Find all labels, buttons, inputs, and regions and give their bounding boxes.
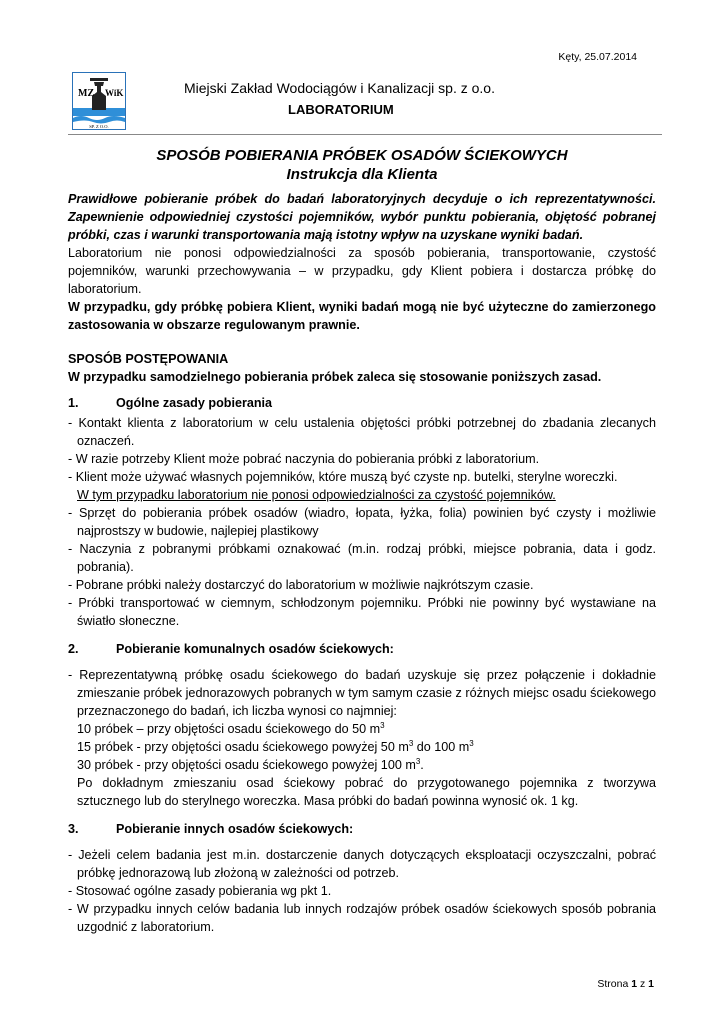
list-item: - Pobrane próbki należy dostarczyć do laboratorium w możliwie najkrótszym czasie. (68, 578, 534, 592)
department-name: LABORATORIUM (288, 102, 394, 117)
list-item: - Sprzęt do pobierania próbek osadów (wiadro, łopata, łyżka, folia) powinien być czysty i możliwie najprostszy w budowie, najlepiej plastikowy (68, 506, 656, 538)
section1-title: Ogólne zasady pobierania (116, 396, 273, 410)
organization-name: Miejski Zakład Wodociągów i Kanalizacji sp. z o.o. (184, 80, 495, 96)
document-date: Kęty, 25.07.2014 (558, 51, 637, 63)
intro-paragraph-2: Laboratorium nie ponosi odpowiedzialności za sposób pobierania, transportowanie, czystość pojemników, warunki przechowywania – w przypadku, gdy Klient pobiera i dostarcza próbkę do laboratorium. (68, 246, 656, 296)
list-item: - Próbki transportować w ciemnym, schłodzonym pojemniku. Próbki nie powinny być wystawiane na światło słoneczne. (68, 596, 656, 628)
section1-heading (68, 394, 656, 412)
document-body (68, 190, 656, 936)
list-item: - Stosować ogólne zasady pobierania wg pkt 1. (68, 884, 332, 898)
procedure-heading: SPOSÓB POSTĘPOWANIA (68, 352, 229, 366)
procedure-lead: W przypadku samodzielnego pobierania próbek zaleca się stosowanie poniższych zasad. (68, 370, 602, 384)
logo-text-left: MZ (78, 88, 95, 99)
section3-title: Pobieranie innych osadów ściekowych: (116, 822, 354, 836)
page-of-label: z (639, 978, 646, 990)
list-item: - Klient może używać własnych pojemników, które muszą być czyste np. butelki, sterylne woreczki. (68, 470, 618, 484)
page-label: Strona (597, 978, 629, 990)
list-item: - Kontakt klienta z laboratorium w celu ustalenia objętości próbki potrzebnej do zbadania zlecanych oznaczeń. (68, 416, 656, 448)
logo-text-right: WiK (105, 88, 124, 98)
volume-line-3: 30 próbek - przy objętości osadu ściekowego powyżej 100 $m^3$. (77, 756, 424, 772)
title-line2: Instrukcja dla Klienta (286, 166, 438, 183)
list-item: - Reprezentatywną próbkę osadu ściekowego do badań uzyskuje się przez połączenie i dokładnie zmieszanie próbek jednorazowych pobranych w tym samym czasie z różnych miejsc osadu ściekowego przeznaczonego do badań, ich liczba wynosi co najmniej: (68, 668, 656, 718)
list-item: - W razie potrzeby Klient może pobrać naczynia do pobierania próbki z laboratorium. (68, 452, 540, 466)
page-total: 1 (648, 978, 654, 990)
title-line1: SPOSÓB POBIERANIA PRÓBEK OSADÓW ŚCIEKOWYCH (156, 147, 568, 164)
header-divider (68, 134, 662, 135)
section2-number: 2. (68, 642, 79, 656)
page-number: 1 (631, 978, 638, 990)
underlined-note: W tym przypadku laboratorium nie ponosi odpowiedzialności za czystość pojemników. (77, 488, 556, 502)
volume-line-1: 10 próbek – przy objętości osadu ściekowego do 50 $m^3$ (77, 720, 385, 736)
section1-number: 1. (68, 396, 79, 410)
section3-number: 3. (68, 822, 79, 836)
list-item: - Naczynia z pobranymi próbkami oznakować (m.in. rodzaj próbki, miejsce pobrania, data i godz. pobrania). (68, 542, 656, 574)
page-footer (597, 978, 654, 990)
section2-title: Pobieranie komunalnych osadów ściekowych: (116, 642, 394, 656)
intro-paragraph-3: W przypadku, gdy próbkę pobiera Klient, wyniki badań mogą nie być użyteczne do zamierzonego zastosowania w obszarze regulowanym prawnie. (68, 300, 656, 332)
mzwik-logo (72, 72, 126, 130)
logo-subtext: SP. Z O.O. (89, 124, 109, 129)
list-item: - Jeżeli celem badania jest m.in. dostarczenie danych dotyczących eksploatacji oczyszczalni, pobrać próbkę jednorazową lub złożoną w zależności od potrzeb. (68, 848, 656, 880)
volume-line-2: 15 próbek - przy objętości osadu ściekowego powyżej 50 $m^3$ do 100 $m^3$ (77, 738, 474, 754)
section3-heading (68, 820, 656, 838)
document-title (0, 146, 724, 184)
intro-paragraph-1: Prawidłowe pobieranie próbek do badań laboratoryjnych decyduje o ich reprezentatywności. Zapewnienie odpowiedniej czystości pojemników, wybór punktu pobierania, objętość pobranej próbki, czas i warunki transportowania mają istotny wpływ na uzyskane wyniki badań. (68, 192, 656, 242)
list-item: - W przypadku innych celów badania lub innych rodzajów próbek osadów ściekowych sposób pobrania uzgodnić z laboratorium. (68, 902, 656, 934)
section2-closing: Po dokładnym zmieszaniu osad ściekowy pobrać do przygotowanego pojemnika z tworzywa sztucznego lub do sterylnego woreczka. Masa próbki do badań powinna wynosić ok. 1 kg. (77, 776, 656, 808)
section2-heading (68, 640, 656, 658)
